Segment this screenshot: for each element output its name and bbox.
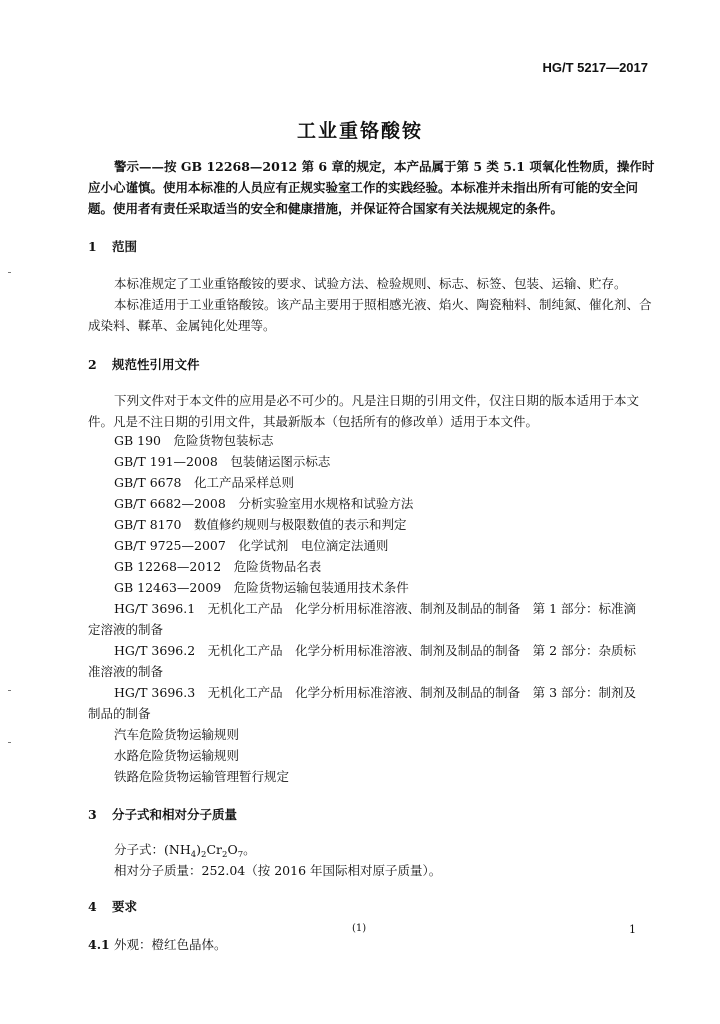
formula xyxy=(164,842,256,860)
item-number: 4.1 xyxy=(88,937,110,952)
section-title: 要求 xyxy=(112,899,138,914)
reference-item: GB/T 6682—2008 分析实验室用水规格和试验方法 xyxy=(114,496,414,511)
scan-mark xyxy=(8,272,11,273)
section-3-heading xyxy=(88,805,237,823)
reference-item: GB/T 191—2008 包装储运图示标志 xyxy=(114,454,331,469)
item-text: 外观：橙红色晶体。 xyxy=(114,937,227,952)
formula-part: Cr xyxy=(206,842,223,857)
page-number: 1 xyxy=(629,923,636,936)
reference-item: HG/T 3696.2 无机化工产品 化学分析用标准溶液、制剂及制品的制备 第 2 部分：杂质标 xyxy=(114,643,637,658)
section-title: 规范性引用文件 xyxy=(112,357,200,372)
formula-part: (NH xyxy=(164,842,191,857)
section-number: 3 xyxy=(88,807,97,822)
molecular-mass: 相对分子质量：252.04（按 2016 年国际相对原子质量）。 xyxy=(114,863,442,878)
paragraph: 本标准适用于工业重铬酸铵。该产品主要用于照相感光液、焰火、陶瓷釉料、制纯氮、催化剂、合成染料、鞣革、金属钝化处理等。 xyxy=(88,297,652,333)
reference-item: HG/T 3696.3 无机化工产品 化学分析用标准溶液、制剂及制品的制备 第 3 部分：制剂及 xyxy=(114,685,637,700)
formula-label: 分子式： xyxy=(114,842,165,857)
standard-code: HG/T 5217—2017 xyxy=(542,60,648,75)
scan-mark xyxy=(8,690,11,691)
formula-part: ) xyxy=(196,842,202,857)
reference-item: GB 190 危险货物包装标志 xyxy=(114,433,274,448)
reference-item: GB 12268—2012 危险货物品名表 xyxy=(114,559,322,574)
reference-item: GB 12463—2009 危险货物运输包装通用技术条件 xyxy=(114,580,409,595)
scan-mark xyxy=(8,742,11,743)
section-1-body xyxy=(88,273,660,336)
section-2-heading xyxy=(88,355,200,373)
section-title: 分子式和相对分子质量 xyxy=(112,807,238,822)
page-title: 工业重铬酸铵 xyxy=(296,120,423,142)
section-number: 4 xyxy=(88,899,97,914)
reference-item-cont: 制品的制备 xyxy=(88,706,151,721)
footer-sheet-number: (1) xyxy=(352,923,367,934)
formula-subscript: 2 xyxy=(201,850,207,860)
reference-item: 水路危险货物运输规则 xyxy=(114,748,240,763)
formula-part: O xyxy=(227,842,238,857)
safety-warning xyxy=(88,156,660,219)
section-title: 范围 xyxy=(112,239,138,254)
section-number: 1 xyxy=(88,239,97,254)
section-number: 2 xyxy=(88,357,97,372)
safety-warning-text: 警示——按 GB 12268—2012 第 6 章的规定，本产品属于第 5 类 5.1 项氧化性物质，操作时应小心谨慎。使用本标准的人员应有正规实验室工作的实践经验。本标准并未指出所有可能的安全问题。使用者有责任采取适当的安全和健康措施，并保证符合国家有关法规规定的条件。 xyxy=(88,159,655,216)
reference-item: GB/T 9725—2007 化学试剂 电位滴定法通则 xyxy=(114,538,389,553)
formula-subscript: 2 xyxy=(222,850,228,860)
section-1-heading xyxy=(88,237,137,255)
formula-part: 。 xyxy=(243,842,256,857)
reference-item-cont: 定溶液的制备 xyxy=(88,622,164,637)
formula-line xyxy=(114,840,256,860)
reference-item: GB/T 8170 数值修约规则与极限数值的表示和判定 xyxy=(114,517,407,532)
section-4-heading xyxy=(88,897,137,915)
reference-item-cont: 准溶液的制备 xyxy=(88,664,164,679)
reference-item: 汽车危险货物运输规则 xyxy=(114,727,240,742)
reference-item: 铁路危险货物运输管理暂行规定 xyxy=(114,769,290,784)
paragraph: 本标准规定了工业重铬酸铵的要求、试验方法、检验规则、标志、标签、包装、运输、贮存。 xyxy=(114,276,627,291)
section-2-intro xyxy=(88,390,660,432)
reference-item: HG/T 3696.1 无机化工产品 化学分析用标准溶液、制剂及制品的制备 第 1 部分：标准滴 xyxy=(114,601,637,616)
formula-subscript: 4 xyxy=(190,850,197,860)
formula-subscript: 7 xyxy=(237,850,244,860)
paragraph: 下列文件对于本文件的应用是必不可少的。凡是注日期的引用文件，仅注日期的版本适用于本文件。凡是不注日期的引用文件，其最新版本（包括所有的修改单）适用于本文件。 xyxy=(88,393,640,429)
requirement-item xyxy=(88,935,227,953)
reference-item: GB/T 6678 化工产品采样总则 xyxy=(114,475,295,490)
